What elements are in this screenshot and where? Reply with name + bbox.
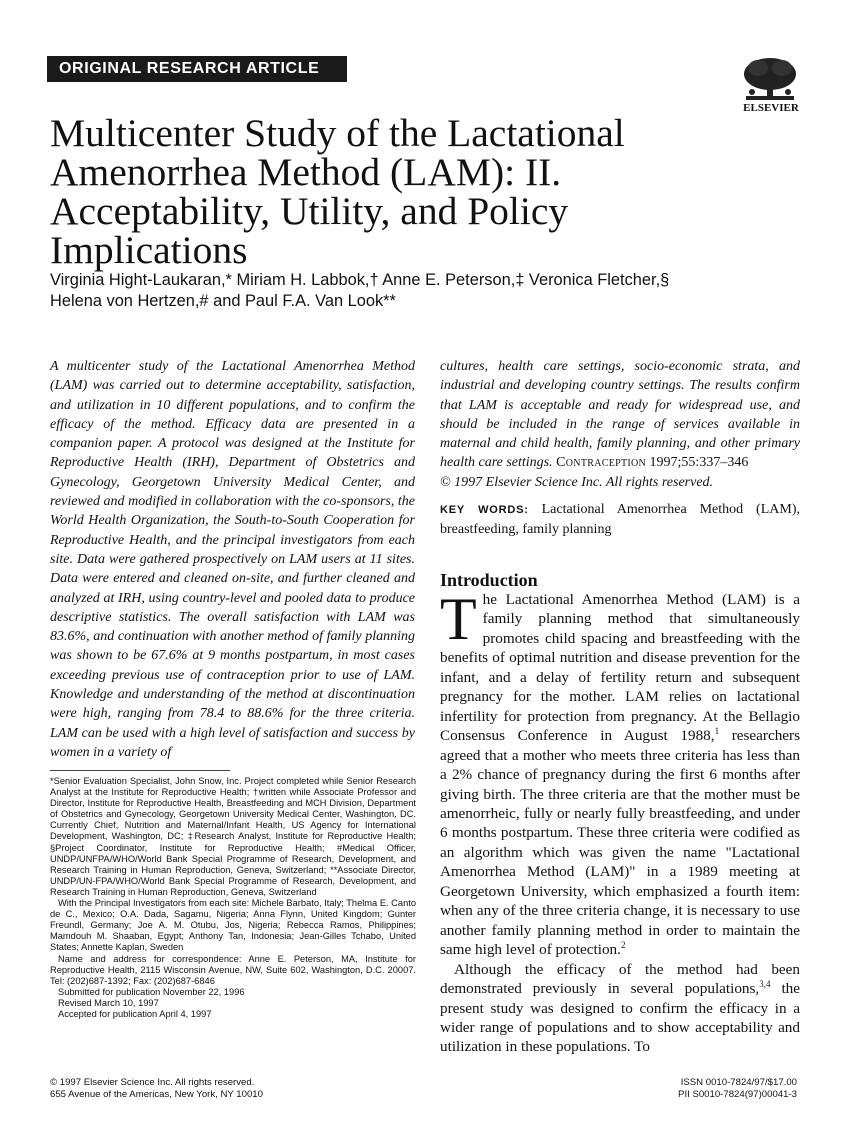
drop-cap: T <box>440 586 477 652</box>
intro-text-2b: the present study was designed to confirm the efficacy in a wider range of populations and to show acceptability and utilization in these populations. To <box>440 980 800 1056</box>
footer-address: 655 Avenue of the Americas, New York, NY 10010 <box>50 1089 263 1100</box>
footer-right <box>547 1077 797 1101</box>
footnote-accepted: Accepted for publication April 4, 1997 <box>58 1008 212 1019</box>
footnote-investigators: With the Principal Investigators from each site: Michele Barbato, Italy; Thelma E. Canto de C., Mexico; O.A. Dada, Sagamu, Nigeria; Anna Flynn, United Kingdom; Gunter Freundl, Germany; Joe A. M. Otubu, Jos, Nigeria; Rebecca Ramos, Philippines; Mamdouh M. Shaaban, Egypt; Anthony Tan, Indonesia; Jean-Gilles Tchabo, United States; Annette Kaplan, Sweden <box>50 898 416 953</box>
author-line-1: Virginia Hight-Laukaran,* Miriam H. Labbok,† Anne E. Peterson,‡ Veronica Fletcher,§ <box>50 271 670 289</box>
intro-paragraph-1 <box>440 586 800 960</box>
author-line-2: Helena von Hertzen,# and Paul F.A. Van Look** <box>50 292 396 310</box>
abstract-copyright: © 1997 Elsevier Science Inc. All rights reserved. <box>440 474 714 490</box>
author-list <box>50 270 810 312</box>
footer-copyright: © 1997 Elsevier Science Inc. All rights reserved. <box>50 1077 255 1088</box>
article-type-banner: ORIGINAL RESEARCH ARTICLE <box>47 56 347 82</box>
intro-text-2a: Although the efficacy of the method had been demonstrated previously in several populations, <box>440 960 800 998</box>
introduction-body <box>440 586 800 1057</box>
footnote-divider <box>50 770 230 771</box>
footnotes <box>50 776 416 1020</box>
introduction-heading: Introduction <box>440 570 538 590</box>
keywords-text: Lactational Amenorrhea Method (LAM), breastfeeding, family planning <box>440 502 800 537</box>
ref-2: 2 <box>620 940 626 951</box>
intro-paragraph-2 <box>440 960 800 1057</box>
footnote-revised: Revised March 10, 1997 <box>58 997 159 1008</box>
keywords-label: KEY WORDS: <box>440 504 529 516</box>
keywords <box>440 500 800 540</box>
footnote-affiliations: *Senior Evaluation Specialist, John Snow, Inc. Project completed while Senior Research Analyst at the Institute for Reproductive Health; †written while Associate Professor and Director, Institute for Reproductive Health, Breastfeeding and MCH Division, Department of Obstetrics and Gynecology, Georgetown University Medical Center, Washington, DC. Currently Chief, Nutrition and Maternal/Infant Health, US Agency for International Development, Washington, DC; ‡Research Analyst, Institute for Reproductive Health; §Project Coordinator, Institute for Reproductive Health; #Medical Officer, UNDP/UNFPA/WHO/World Bank Special Programme of Research, Development, and Research Training in Human Reproduction, Geneva, Switzerland; **Associate Director, UNDP/UN-FPA/WHO/World Bank Special Programme of Research, Development, and Research Training in Human Reproduction, Geneva, Switzerland <box>50 776 416 897</box>
abstract-continuation: cultures, health care settings, socio-economic strata, and industrial and developing country settings. The results confirm that LAM is acceptable and ready for widespread use, and should be included in the range of services available in maternal and child health, family planning, and other primary health care settings. <box>440 359 800 471</box>
footnote-correspondence: Name and address for correspondence: Anne E. Peterson, MA, Institute for Reproductive Health, 2115 Wisconsin Avenue, NW, Suite 602, Washington, D.C. 20007. Tel: (202)687-1392; Fax: (202)687-6846 <box>50 953 416 986</box>
journal-name: Contraception <box>556 455 647 471</box>
journal-citation <box>556 455 748 470</box>
footnote-submitted: Submitted for publication November 22, 1996 <box>58 986 245 997</box>
publisher-name: ELSEVIER <box>743 102 799 114</box>
ref-3-4: 3,4 <box>759 979 771 989</box>
intro-text-1b: researchers agreed that a mother who meets three criteria has less than a 2% chance of pregnancy during the first 6 months after giving birth. The three criteria are that the mother must be amenorrheic, fully or nearly fully breastfeeding, and under 6 months postpartum. These three criteria were codified as an algorithm which was given the name "Lactational Amenorrhea Method (LAM)" in a 1989 meeting at Georgetown University, which emphasized a fourth item: when any of the three criteria change, it is necessary to use another family planning method in order to maintain the same high level of protection. <box>440 727 800 959</box>
abstract-right <box>440 357 800 492</box>
abstract-left: A multicenter study of the Lactational Amenorrhea Method (LAM) was carried out to determine acceptability, satisfaction, and utilization in 10 different populations, and to confirm the efficacy of the method. Efficacy data are presented in a companion paper. A protocol was designed at the Institute for Reproductive Health (IRH), Department of Obstetrics and Gynecology, Georgetown University Medical Center, and reviewed and modified in collaboration with the co-sponsors, the World Health Organization, the South-to-South Cooperation for Reproductive Health, and the principal investigators from each site. Data were gathered prospectively on LAM users at 11 sites. Data were entered and cleaned on-site, and further cleaned and analyzed at IRH, using country-level and pooled data to produce descriptive statistics. The overall satisfaction with LAM was 83.6%, and continuation with another method of family planning was shown to be 67.6% at 9 months postpartum, in most cases exceeding previous use of contraception prior to use of LAM. Knowledge and understanding of the method at discontinuation were high, ranging from 78.4 to 88.6% for the three criteria. LAM can be used with a high level of satisfaction and success by women in a variety of <box>50 359 415 760</box>
footer-pii: PII S0010-7824(97)00041-3 <box>678 1089 797 1100</box>
footer-left <box>50 1077 410 1101</box>
citation-reference: 1997;55:337–346 <box>649 455 749 471</box>
footer-issn: ISSN 0010-7824/97/$17.00 <box>680 1077 797 1088</box>
ref-1: 1 <box>714 726 720 737</box>
intro-text-1a: he Lactational Amenorrhea Method (LAM) is a family planning method that simultaneously promotes child spacing and breastfeeding with the benefits of optimal nutrition and disease prevention for the infant, and a delay of fertility return and subsequent pregnancy for the mother. LAM relies on lactational infertility for protection from pregnancy. At the Bellagio Consensus Conference in August 1988, <box>440 591 800 745</box>
article-title: Multicenter Study of the Lactational Amenorrhea Method (LAM): II. Acceptability, Utility, and Policy Implications <box>50 111 625 272</box>
